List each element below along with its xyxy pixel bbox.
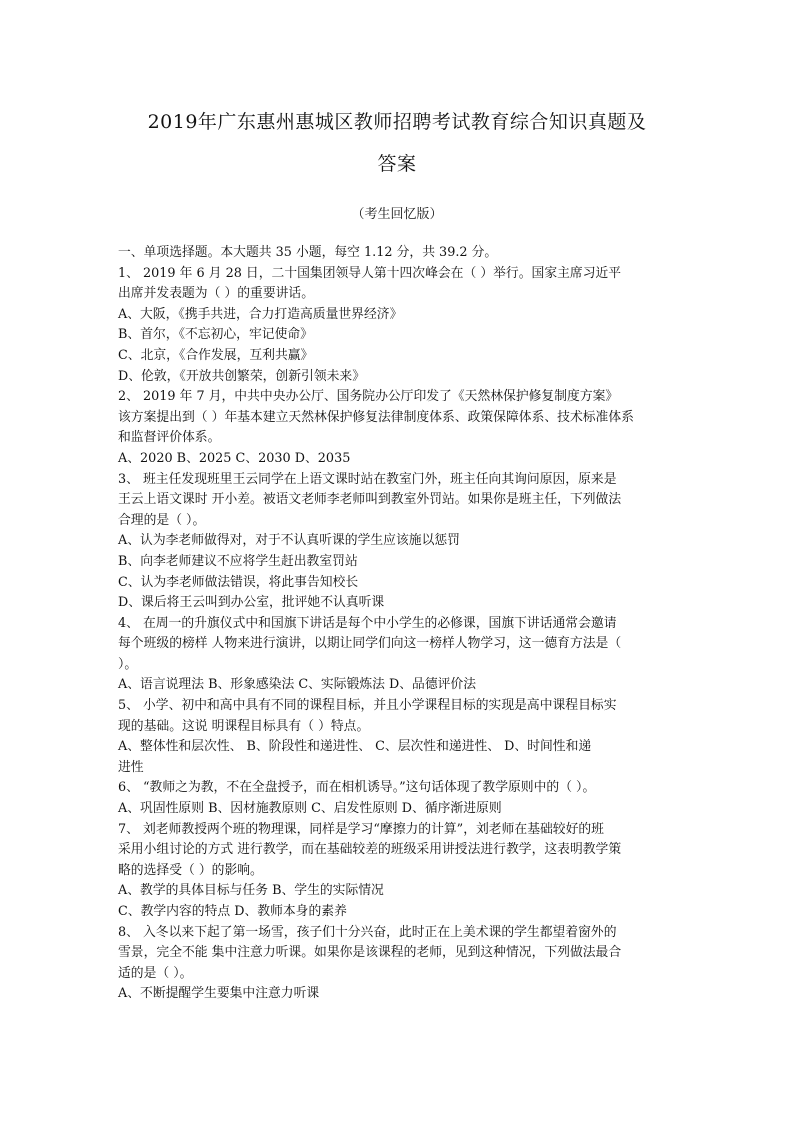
text-line: 8、 入冬以来下起了第一场雪，孩子们十分兴奋，此时正在上美术课的学生都望着窗外的	[118, 924, 617, 940]
document-title-line-2: 答案	[377, 153, 417, 175]
text-line: 合理的是（ ）。	[118, 512, 206, 528]
text-line: 2、 2019 年 7 月，中共中央办公厅、国务院办公厅印发了《天然林保护修复制度方案》	[118, 389, 619, 405]
text-line: 雪景，完全不能 集中注意力听课。如果你是该课程的老师，见到这种情况，下列做法最合	[118, 945, 622, 961]
text-line: 适的是（ ）。	[118, 965, 193, 981]
text-line: 略的选择受（ ）的影响。	[118, 862, 263, 878]
text-line: C、教学内容的特点 D、教师本身的素养	[118, 904, 347, 919]
text-line: 4、 在周一的升旗仪式中和国旗下讲话是每个中小学生的必修课，国旗下讲话通常会邀请	[118, 615, 617, 631]
text-line: C、北京，《合作发展，互利共赢》	[118, 347, 314, 363]
text-line: 每个班级的榜样 人物来进行演讲，以期让同学们向这一榜样人物学习，这一德育方法是（	[118, 636, 622, 652]
text-line: A、教学的具体目标与任务 B、学生的实际情况	[118, 883, 384, 899]
text-line: D、课后将王云叫到办公室，批评她不认真听课	[118, 595, 385, 611]
text-line: D、伦敦，《开放共创繁荣，创新引领未来》	[118, 368, 366, 384]
document-title-line-1: 2019年广东惠州惠城区教师招聘考试教育综合知识真题及	[147, 111, 647, 133]
text-line: ）。	[118, 656, 138, 672]
text-line: 出席并发表题为（ ）的重要讲话。	[118, 286, 315, 302]
text-line: 1、 2019 年 6 月 28 日，二十国集团领导人第十四次峰会在（ ）举行。国家主席习近平	[118, 265, 622, 281]
text-line: A、不断提醒学生要集中注意力听课	[118, 986, 320, 1002]
text-line: B、向李老师建议不应将学生赶出教室罚站	[118, 553, 358, 569]
text-line: 王云上语文课时 开小差。被语文老师李老师叫到教室外罚站。如果你是班主任，下列做法	[118, 492, 622, 508]
text-line: C、认为李老师做法错误，将此事告知校长	[118, 574, 359, 590]
text-line: 进性	[118, 759, 144, 775]
text-line: A、巩固性原则 B、因材施教原则 C、启发性原则 D、循序渐进原则	[118, 801, 502, 817]
question-body	[118, 243, 678, 1005]
text-line: 现的基础。这说 明课程目标具有（ ）特点。	[118, 718, 370, 734]
text-line: A、2020 B、2025 C、2030 D、2035	[118, 450, 351, 466]
text-line: 采用小组讨论的方式 进行教学，而在基础较差的班级采用讲授法进行教学，这表明教学策	[118, 842, 622, 858]
document-subtitle: （考生回忆版）	[351, 207, 443, 222]
text-line: 5、 小学、初中和高中具有不同的课程目标，并且小学课程目标的实现是高中课程目标实	[118, 698, 617, 714]
text-line: 一、单项选择题。本大题共 35 小题，每空 1.12 分，共 39.2 分。	[118, 245, 498, 260]
text-line: A、语言说理法 B、形象感染法 C、实际锻炼法 D、品德评价法	[118, 677, 477, 693]
text-line: 和监督评价体系。	[118, 430, 221, 446]
text-line: A、整体性和层次性、 B、阶段性和递进性、 C、层次性和递进性、 D、时间性和递	[118, 739, 592, 755]
text-line: 7、 刘老师教授两个班的物理课，同样是学习“摩擦力的计算”，刘老师在基础较好的班	[118, 821, 604, 837]
text-line: B、首尔，《不忘初心，牢记使命》	[118, 327, 313, 343]
text-line: A、认为李老师做得对，对于不认真听课的学生应该施以惩罚	[118, 533, 460, 549]
text-line: 该方案提出到（ ）年基本建立天然林保护修复法律制度体系、政策保障体系、技术标准体系	[118, 409, 634, 425]
text-line: 3、 班主任发现班里王云同学在上语文课时站在教室门外，班主任向其询问原因，原来是	[118, 471, 617, 487]
text-line: A、大阪，《携手共进，合力打造高质量世界经济》	[118, 306, 403, 322]
text-line: 6、 “教师之为教，不在全盘授予，而在相机诱导。”这句话体现了教学原则中的（ ）。	[118, 780, 596, 796]
